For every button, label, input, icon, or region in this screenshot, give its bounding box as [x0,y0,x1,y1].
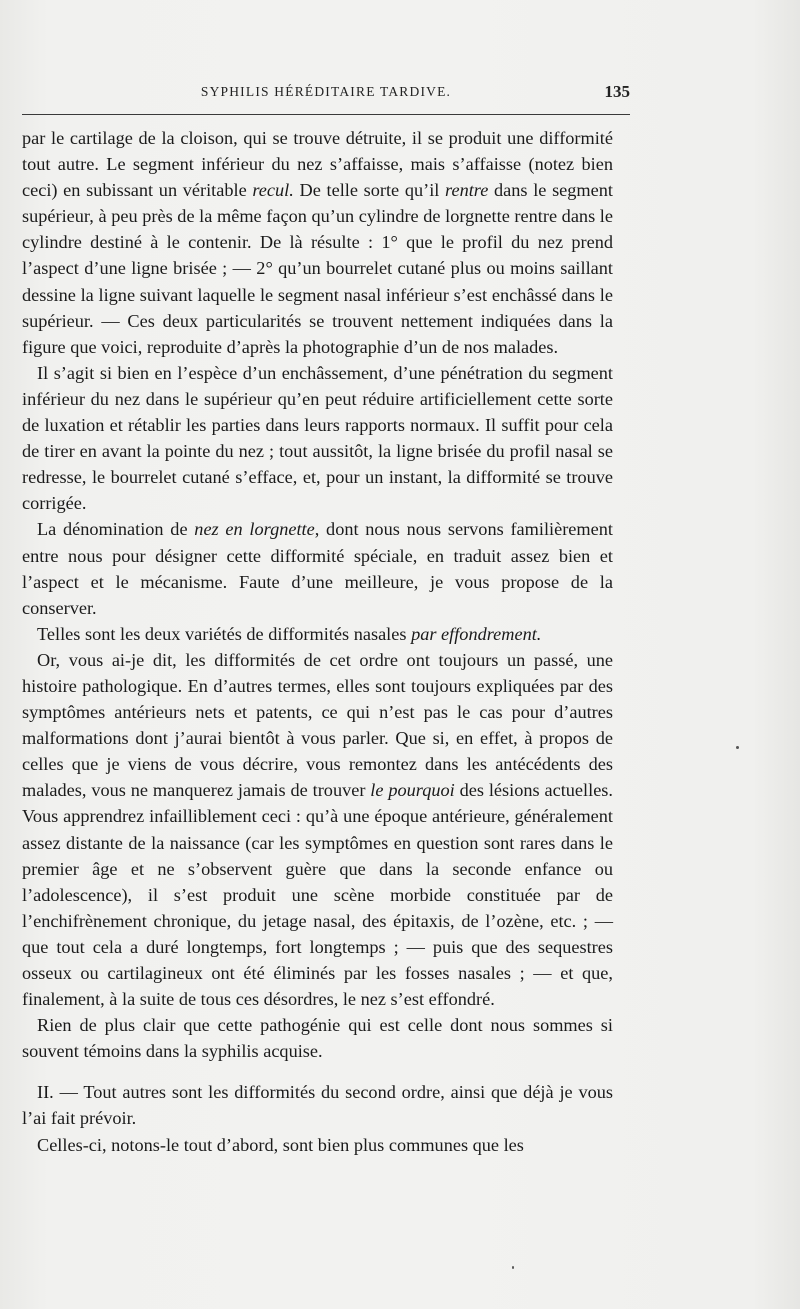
print-speck [736,746,739,749]
italic-run: nez en lorgnette [194,519,315,540]
text-run: Telles sont les deux variétés de difformités nasales [37,623,412,644]
text-run: par le cartilage de la cloison, qui se trouve détruite, il se produit une difformité tout autre. Le segment inférieur du nez s’affaisse, mais s’affaisse (notez bien ceci) en subissant un véritable [22,128,613,201]
paragraph [22,647,613,1012]
text-run: La dénomination de [37,519,195,540]
paragraph [22,1012,613,1064]
text-run: dans le segment supérieur, à peu près de la même façon qu’un cylindre de lorgnette rentre dans le cylindre destiné à le contenir. De là résulte : 1° que le profil du nez prend l’aspect d’une ligne brisée ; — 2° qu’un bourrelet cutané plus ou moins saillant dessine la ligne suivant laquelle le segment nasal inférieur s’est enchâssé dans le supérieur. — Ces deux particularités se trouvent nettement indiquées dans la figure que voici, reproduite d’après la photographie d’un de nos malades. [22,180,613,357]
paragraph [22,125,613,360]
paragraph [22,621,613,647]
text-run: Celles-ci, notons-le tout d’abord, sont bien plus communes que les [37,1134,524,1155]
paragraph [22,516,613,620]
page-header [22,82,630,104]
running-title: SYPHILIS HÉRÉDITAIRE TARDIVE. [200,84,452,99]
italic-run: recul. [252,180,294,201]
text-run: — Tout autres sont les difformités du second ordre, ainsi que déjà je vous l’ai fait prévoir. [22,1082,613,1129]
text-run: , dont nous nous servons familièrement entre nous pour désigner cette difformité spéciale, en traduit assez bien et l’aspect et le mécanisme. Faute d’une meilleure, je vous propose de la conserver. [22,519,613,618]
print-speck [512,1266,514,1269]
text-run: Or, vous ai-je dit, les difformités de cet ordre ont toujours un passé, une histoire pathologique. En d’autres termes, elles sont toujours expliquées par des symptômes antérieurs nets et patents, ce qui n’est pas le cas pour d’autres malformations dont j’aurai bientôt à vous parler. Que si, en effet, à propos de celles que je viens de vous décrire, vous remontez dans les antécédents des malades, vous ne manquerez jamais de trouver [22,649,613,801]
italic-run: par effondrement. [411,623,542,644]
italic-run: rentre [445,180,489,201]
section-paragraph [22,1079,613,1131]
paragraph [22,360,613,517]
paragraph [22,1132,613,1158]
text-run: Rien de plus clair que cette pathogénie qui est celle dont nous sommes si souvent témoins dans la syphilis acquise. [22,1015,613,1062]
header-rule [22,114,630,115]
section-number: II. [37,1082,54,1103]
text-run: De telle sorte qu’il [293,180,446,201]
body-text [22,125,613,1158]
italic-run: le pourquoi [370,780,455,801]
text-run: des lésions actuelles. Vous apprendrez infailliblement ceci : qu’à une époque antérieure, généralement assez distante de la naissance (car les symptômes en question sont rares dans le premier âge et ne s’observent guère que dans la seconde enfance ou l’adolescence), il s’est produit une scène morbide constituée par de l’enchifrènement chronique, du jetage nasal, des épitaxis, de l’ozène, etc. ; — que tout cela a duré longtemps, fort longtemps ; — puis que des sequestres osseux ou cartilagineux ont été éliminés par les fosses nasales ; — et que, finalement, à la suite de tous ces désordres, le nez s’est effondré. [22,780,613,1010]
page-number: 135 [604,82,630,101]
text-run: Il s’agit si bien en l’espèce d’un enchâssement, d’une pénétration du segment inférieur du nez dans le supérieur qu’en peut réduire artificiellement cette sorte de luxation et rétablir les parties dans leurs rapports normaux. Il suffit pour cela de tirer en avant la pointe du nez ; tout aussitôt, la ligne brisée du profil nasal se redresse, le bourrelet cutané s’efface, et, pour un instant, la difformité se trouve corrigée. [22,362,613,514]
